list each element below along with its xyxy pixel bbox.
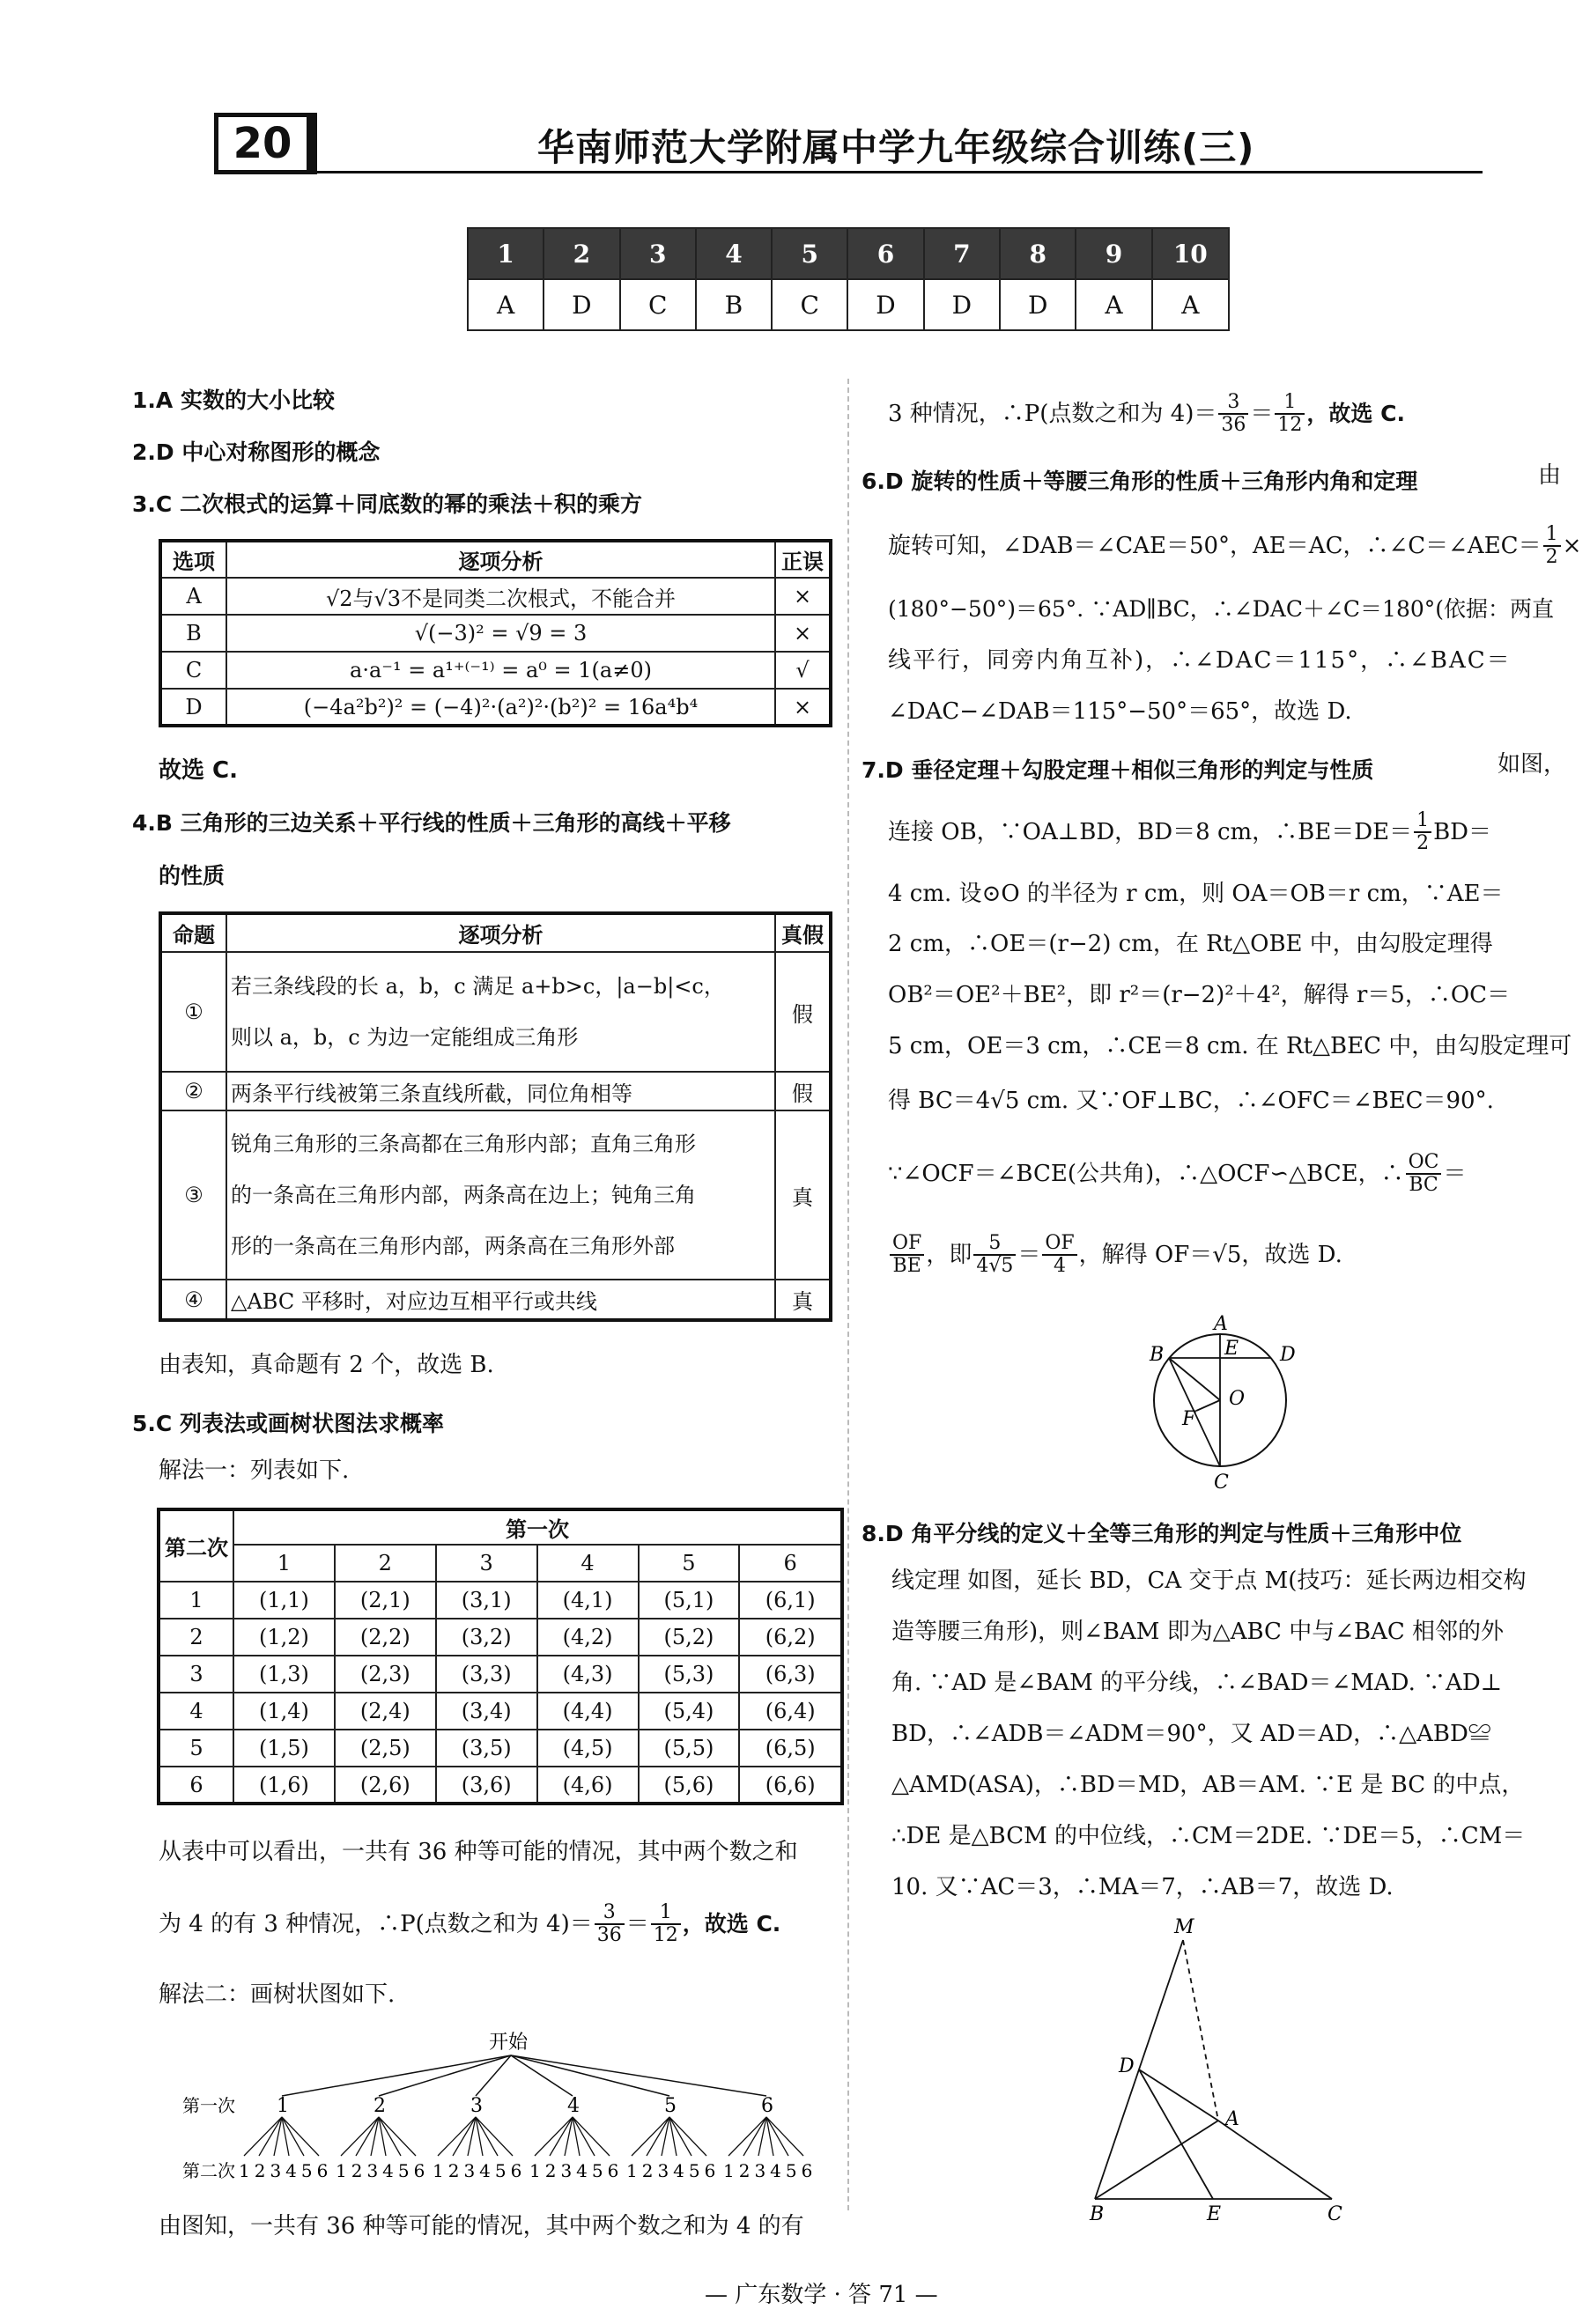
table-cell: (4,2)	[537, 1619, 639, 1656]
q5-text-1: 从表中可以看出，一共有 36 种等可能的情况，其中两个数之和	[159, 1839, 798, 1865]
tree-node: 1	[277, 2095, 289, 2117]
table-cell: (6,5)	[739, 1730, 842, 1767]
table-header: 选项	[160, 541, 226, 578]
table-cell: 真	[775, 1110, 831, 1280]
triangle-figure	[1079, 1915, 1370, 2224]
table-cell: (5,6)	[639, 1767, 740, 1804]
q7-line-1-text: 连接 OB，∵OA⊥BD，BD＝8 cm，∴BE＝DE＝	[888, 819, 1413, 845]
fraction-oc-bc: $\frac{OC}{BC}$	[1406, 1152, 1442, 1196]
table-cell: (6,3)	[739, 1656, 842, 1693]
q5-text-2a: 为 4 的有 3 种情况，∴P(点数之和为 4)＝	[159, 1911, 593, 1937]
q4-analysis-table	[159, 911, 832, 1322]
label-d: D	[1119, 2055, 1135, 2077]
table-cell-line: 锐角三角形的三条高都在三角形内部；直角三角形	[231, 1132, 696, 1156]
table-header: 真假	[775, 913, 831, 952]
tree-leaves: 123456	[336, 2160, 430, 2181]
table-cell: B	[160, 615, 226, 652]
table-cell: 1	[159, 1582, 233, 1619]
q5-solution-2: 解法二：画树状图如下.	[159, 1981, 396, 2008]
table-cell: (6,6)	[739, 1767, 842, 1804]
table-cell: 假	[775, 952, 831, 1072]
label-d: D	[1280, 1344, 1296, 1366]
table-cell: √(−3)² = √9 = 3	[226, 615, 775, 652]
tree-second-label: 第二次	[182, 2160, 235, 2181]
page-title: 华南师范大学附属中学九年级综合训练(三)	[537, 126, 1255, 169]
table-cell: 两条平行线被第三条直线所截，同位角相等	[226, 1072, 775, 1110]
table-cell: (3,5)	[436, 1730, 537, 1767]
q6-line-2: (180°−50°)＝65°. ∵AD∥BC，∴∠DAC＋∠C＝180°(依据：两直	[888, 596, 1555, 622]
q4-heading: 4.B 三角形的三边关系＋平行线的性质＋三角形的高线＋平移	[132, 810, 731, 836]
label-b: B	[1090, 2203, 1105, 2224]
key-num: 1	[468, 228, 544, 279]
q8-heading: 8.D 角平分线的定义＋全等三角形的判定与性质＋三角形中位	[862, 1521, 1462, 1546]
table-col: 1	[233, 1545, 335, 1582]
key-answer: A	[468, 279, 544, 330]
q8-line-1: 线定理 如图，延长 BD，CA 交于点 M(技巧：延长两边相交构	[891, 1568, 1527, 1594]
q7-line-1b: BD＝	[1433, 819, 1492, 845]
table-cell-line: 则以 a，b，c 为边一定能组成三角形	[231, 1025, 579, 1050]
key-num: 9	[1076, 228, 1151, 279]
fraction-1-12: $\frac{1}{12}$	[651, 1902, 681, 1946]
label-c: C	[1214, 1472, 1229, 1493]
fraction-1-2: $\frac{1}{2}$	[1543, 524, 1561, 568]
table-cell: (6,1)	[739, 1582, 842, 1619]
q7-line-7: ∵∠OCF＝∠BCE(公共角)，∴△OCF∽△BCE，∴ $\frac{OC}{BC}$ ＝	[888, 1151, 1467, 1196]
q7-line-6: 得 BC＝4√5 cm. 又∵OF⊥BC，∴∠OFC＝∠BEC＝90°.	[888, 1088, 1494, 1114]
q3-conclusion: 故选 C.	[159, 757, 239, 784]
key-num: 5	[772, 228, 847, 279]
tree-diagram	[172, 2025, 841, 2193]
q7-line-7-text: ∵∠OCF＝∠BCE(公共角)，∴△OCF∽△BCE，∴	[888, 1161, 1404, 1187]
tree-leaf-edges	[244, 2117, 803, 2156]
key-num: 2	[544, 228, 619, 279]
key-answer: A	[1076, 279, 1151, 330]
table-col: 6	[739, 1545, 842, 1582]
table-cell: (2,4)	[335, 1693, 436, 1730]
tree-leaves: 123456	[626, 2160, 721, 2181]
table-cell: 5	[159, 1730, 233, 1767]
table-cell: (1,2)	[233, 1619, 335, 1656]
title-rule	[214, 171, 1483, 173]
q5-heading: 5.C 列表法或画树状图法求概率	[132, 1411, 444, 1436]
table-cell: (5,2)	[639, 1619, 740, 1656]
table-cell: A	[160, 578, 226, 615]
table-cell: √	[775, 652, 831, 689]
table-cell: 假	[775, 1072, 831, 1110]
segment-of	[1196, 1400, 1220, 1411]
table-cell: (1,3)	[233, 1656, 335, 1693]
table-cell: (1,6)	[233, 1767, 335, 1804]
q3-analysis-table	[159, 539, 832, 727]
label-a: A	[1225, 2108, 1239, 2130]
section-number: 20	[214, 113, 311, 174]
table-cell: 4	[159, 1693, 233, 1730]
key-answer: D	[1000, 279, 1076, 330]
table-cell: (4,5)	[537, 1730, 639, 1767]
page-footer: — 广东数学 · 答 71 —	[705, 2282, 938, 2308]
table-header: 命题	[160, 913, 226, 952]
segment-de	[1139, 2069, 1213, 2199]
table-cell: (1,5)	[233, 1730, 335, 1767]
key-answer: D	[924, 279, 1000, 330]
label-e: E	[1224, 1338, 1239, 1360]
q1-heading: 1.A 实数的大小比较	[132, 387, 335, 413]
label-f: F	[1182, 1408, 1196, 1430]
q6-line-1-text: 旋转可知，∠DAB＝∠CAE＝50°，AE＝AC，∴∠C＝∠AEC＝	[888, 533, 1542, 559]
table-cell: ②	[160, 1072, 226, 1110]
fraction-of-4: $\frac{OF}{4}$	[1042, 1233, 1076, 1277]
table-cell: (5,4)	[639, 1693, 740, 1730]
segment-ba	[1095, 2121, 1218, 2199]
table-col: 5	[639, 1545, 740, 1582]
table-cell: (−4a²b²)² = (−4)²·(a²)²·(b²)² = 16a⁴b⁴	[226, 689, 775, 726]
tree-node: 2	[373, 2095, 386, 2117]
segment-ma	[1183, 1940, 1218, 2121]
segment-ob	[1169, 1358, 1220, 1400]
q6-line-1: 旋转可知，∠DAB＝∠CAE＝50°，AE＝AC，∴∠C＝∠AEC＝ $\frac{1}{2}$ ×	[888, 523, 1582, 568]
table-cell: D	[160, 689, 226, 726]
label-o: O	[1229, 1388, 1246, 1410]
q5-continued-a: 3 种情况，∴P(点数之和为 4)＝	[888, 401, 1217, 427]
tree-leaves: 123456	[239, 2160, 333, 2181]
q6-heading: 6.D 旋转的性质＋等腰三角形的性质＋三角形内角和定理	[862, 468, 1418, 494]
table-cell: ×	[775, 615, 831, 652]
table-cell: 3	[159, 1656, 233, 1693]
q6-line-4: ∠DAC−∠DAB＝115°−50°＝65°，故选 D.	[888, 698, 1352, 725]
table-cell: (2,6)	[335, 1767, 436, 1804]
table-cell: 真	[775, 1280, 831, 1320]
table-cell-line: 若三条线段的长 a，b，c 满足 a+b>c，|a−b|<c，	[231, 974, 725, 999]
table-cell: 6	[159, 1767, 233, 1804]
q7-line-8b: ，解得 OF＝√5，故选 D.	[1078, 1242, 1342, 1268]
q7-heading-tail: 如图，	[1498, 751, 1567, 778]
table-cell: (3,3)	[436, 1656, 537, 1693]
q8-line-6: ∴DE 是△BCM 的中位线，∴CM＝2DE. ∵DE＝5，∴CM＝	[891, 1823, 1526, 1849]
label-b: B	[1150, 1344, 1165, 1366]
table-cell: √2与√3不是同类二次根式，不能合并	[226, 578, 775, 615]
table-cell: (3,6)	[436, 1767, 537, 1804]
table-cell: (5,5)	[639, 1730, 740, 1767]
key-answer: C	[620, 279, 696, 330]
q3-heading: 3.C 二次根式的运算＋同底数的幂的乘法＋积的乘方	[132, 491, 642, 517]
table-cell: (4,3)	[537, 1656, 639, 1693]
key-answer: C	[772, 279, 847, 330]
table-cell: ④	[160, 1280, 226, 1320]
fraction-of-be: $\frac{OF}{BE}$	[890, 1233, 924, 1277]
label-a: A	[1214, 1313, 1228, 1335]
q5-continued: 3 种情况，∴P(点数之和为 4)＝ $\frac{3}{36}$ ＝ $\frac{1}{12}$ ，故选 C.	[888, 391, 1405, 436]
q5-text-3: 由图知，一共有 36 种等可能的情况，其中两个数之和为 4 的有	[159, 2213, 804, 2239]
key-num: 10	[1152, 228, 1229, 279]
tree-node: 5	[664, 2095, 677, 2117]
table-header: 逐项分析	[226, 913, 775, 952]
section-number-bar	[308, 113, 317, 174]
table-cell: (3,4)	[436, 1693, 537, 1730]
table-cell: (2,1)	[335, 1582, 436, 1619]
tree-edges	[282, 2055, 766, 2096]
circle-figure	[1132, 1312, 1308, 1493]
table-cell: (1,1)	[233, 1582, 335, 1619]
q5-outcome-table	[157, 1508, 844, 1805]
table-cell-line: 形的一条高在三角形内部，两条高在三角形外部	[231, 1234, 675, 1258]
tree-leaves: 123456	[723, 2160, 817, 2181]
label-e: E	[1207, 2203, 1222, 2224]
key-num: 4	[696, 228, 772, 279]
q7-line-8-text: ，即	[926, 1242, 972, 1268]
q8-line-3: 角. ∵AD 是∠BAM 的平分线，∴∠BAD＝∠MAD. ∵AD⊥	[891, 1670, 1503, 1696]
table-cell: ①	[160, 952, 226, 1072]
q4-heading-cont: 的性质	[159, 863, 226, 889]
q7-line-1	[888, 810, 1491, 854]
table-cell: ×	[775, 578, 831, 615]
q8-line-5: △AMD(ASA)，∴BD＝MD，AB＝AM. ∵E 是 BC 的中点，	[891, 1772, 1525, 1798]
answer-key-table	[467, 227, 1230, 331]
table-corner: 第二次	[159, 1509, 233, 1582]
label-m: M	[1174, 1916, 1194, 1938]
q8-line-2: 造等腰三角形)，则∠BAM 即为△ABC 中与∠BAC 相邻的外	[891, 1619, 1505, 1645]
fraction-1-2: $\frac{1}{2}$	[1414, 810, 1431, 854]
column-divider	[847, 379, 849, 2210]
table-cell: 2	[159, 1619, 233, 1656]
table-cell: (4,6)	[537, 1767, 639, 1804]
tree-leaves: 123456	[433, 2160, 527, 2181]
key-num: 3	[620, 228, 696, 279]
q7-heading: 7.D 垂径定理＋勾股定理＋相似三角形的判定与性质	[862, 757, 1374, 783]
key-num: 6	[847, 228, 923, 279]
q5-continued-b: ，故选 C.	[1306, 401, 1405, 426]
label-c: C	[1327, 2203, 1342, 2224]
tree-first-label: 第一次	[182, 2095, 235, 2116]
table-cell: a·a⁻¹ = a¹⁺⁽⁻¹⁾ = a⁰ = 1(a≠0)	[226, 652, 775, 689]
table-cell: (2,5)	[335, 1730, 436, 1767]
tree-node: 3	[470, 2095, 483, 2117]
table-cell: ③	[160, 1110, 226, 1280]
table-cell: (3,1)	[436, 1582, 537, 1619]
fraction-5-4r5: $\frac{5}{4√5}$	[973, 1233, 1016, 1277]
table-cell: (4,1)	[537, 1582, 639, 1619]
table-cell: (6,2)	[739, 1619, 842, 1656]
key-answer: B	[696, 279, 772, 330]
q8-line-7: 10. 又∵AC＝3，∴MA＝7，∴AB＝7，故选 D.	[891, 1874, 1394, 1900]
fraction-3-36: $\frac{3}{36}$	[1218, 392, 1248, 436]
table-cell: C	[160, 652, 226, 689]
q7-line-4: OB²＝OE²＋BE²，即 r²＝(r−2)²＋4²，解得 r＝5，∴OC＝	[888, 982, 1511, 1008]
tree-start: 开始	[489, 2032, 529, 2054]
fraction-3-36: $\frac{3}{36}$	[595, 1902, 625, 1946]
q2-heading: 2.D 中心对称图形的概念	[132, 439, 381, 465]
segment-da	[1139, 2069, 1218, 2121]
table-cell: (5,1)	[639, 1582, 740, 1619]
table-col: 3	[436, 1545, 537, 1582]
table-cell: (6,4)	[739, 1693, 842, 1730]
q7-line-3: 2 cm，∴OE＝(r−2) cm，在 Rt△OBE 中，由勾股定理得	[888, 931, 1493, 957]
table-cell: (2,3)	[335, 1656, 436, 1693]
table-cell: (1,4)	[233, 1693, 335, 1730]
tree-node: 6	[761, 2095, 773, 2117]
table-col: 4	[537, 1545, 639, 1582]
q7-line-5: 5 cm，OE＝3 cm，∴CE＝8 cm. 在 Rt△BEC 中，由勾股定理可	[888, 1033, 1572, 1059]
q5-text-2b: ，故选 C.	[682, 1911, 781, 1937]
table-header: 逐项分析	[226, 541, 775, 578]
table-cell: (3,2)	[436, 1619, 537, 1656]
tree-leaves: 123456	[529, 2160, 624, 2181]
q6-line-3: 线平行，同旁内角互补)，∴∠DAC＝115°，∴∠BAC＝	[888, 647, 1512, 674]
table-cell: (5,3)	[639, 1656, 740, 1693]
table-cell: (2,2)	[335, 1619, 436, 1656]
q5-solution-1: 解法一：列表如下.	[159, 1457, 350, 1484]
key-num: 8	[1000, 228, 1076, 279]
table-cell: △ABC 平移时，对应边互相平行或共线	[226, 1280, 775, 1320]
q5-text-2: 为 4 的有 3 种情况，∴P(点数之和为 4)＝ $\frac{3}{36}$ ＝ $\frac{1}{12}$ ，故选 C.	[159, 1901, 781, 1946]
table-cell: ×	[775, 689, 831, 726]
key-answer: D	[847, 279, 923, 330]
table-cell: (4,4)	[537, 1693, 639, 1730]
key-answer: D	[544, 279, 619, 330]
q7-line-8: $\frac{OF}{BE}$ ，即 $\frac{5}{4√5}$ ＝ $\frac{OF}{4}$ ，解得 OF＝√5，故选 D.	[888, 1233, 1342, 1277]
fraction-1-12: $\frac{1}{12}$	[1275, 392, 1305, 436]
q6-heading-tail: 由	[1538, 462, 1562, 489]
segment-ac	[1218, 2121, 1332, 2199]
key-answer: A	[1152, 279, 1229, 330]
table-header: 正误	[775, 541, 831, 578]
key-num: 7	[924, 228, 1000, 279]
q4-conclusion: 由表知，真命题有 2 个，故选 B.	[159, 1352, 494, 1378]
q7-line-2: 4 cm. 设⊙O 的半径为 r cm，则 OA＝OB＝r cm，∵AE＝	[888, 881, 1504, 907]
table-col: 2	[335, 1545, 436, 1582]
table-cell-line: 的一条高在三角形内部，两条高在边上；钝角三角	[231, 1183, 696, 1207]
table-group-header: 第一次	[233, 1509, 842, 1545]
tree-node: 4	[567, 2095, 580, 2117]
q8-line-4: BD，∴∠ADB＝∠ADM＝90°，又 AD＝AD，∴△ABD≌	[891, 1721, 1491, 1747]
